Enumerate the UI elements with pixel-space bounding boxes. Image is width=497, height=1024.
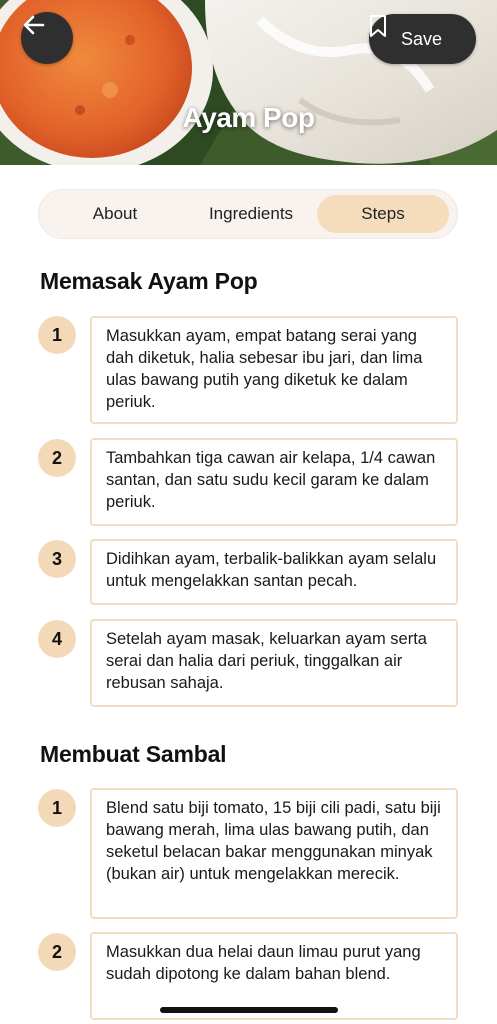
- step-card: Blend satu biji tomato, 15 biji cili padi, satu biji bawang merah, lima ulas bawang putih, dan seketul belacan bakar menggunakan minyak (bukan air) untuk mengelakkan merecik.: [90, 788, 458, 919]
- step-card: Masukkan dua helai daun limau purut yang sudah dipotong ke dalam bahan blend.: [90, 932, 458, 1020]
- tab-ingredients[interactable]: Ingredients: [208, 204, 294, 223]
- step-number: 2: [38, 439, 76, 477]
- tab-bar: [38, 189, 458, 239]
- home-indicator: [160, 1007, 338, 1013]
- section-title-sambal: Membuat Sambal: [40, 741, 227, 767]
- tab-about[interactable]: About: [92, 204, 138, 223]
- step-card: Didihkan ayam, terbalik-balikkan ayam selalu untuk mengelakkan santan pecah.: [90, 539, 458, 605]
- hero-image: [0, 0, 497, 165]
- step-card: Masukkan ayam, empat batang serai yang dah diketuk, halia sebesar ibu jari, dan lima ulas bawang putih yang diketuk ke dalam periuk.: [90, 316, 458, 424]
- step-number: 1: [38, 316, 76, 354]
- section-title-memasak: Memasak Ayam Pop: [40, 268, 258, 294]
- save-button[interactable]: [369, 14, 476, 64]
- step-number: 2: [38, 933, 76, 971]
- step-number: 3: [38, 540, 76, 578]
- step-number: 4: [38, 620, 76, 658]
- page-title: Ayam Pop: [182, 102, 315, 133]
- step-card: Tambahkan tiga cawan air kelapa, 1/4 cawan santan, dan satu sudu kecil garam ke dalam periuk.: [90, 438, 458, 526]
- back-button[interactable]: [21, 12, 73, 64]
- tab-steps[interactable]: Steps: [317, 195, 449, 233]
- arrow-left-icon: [21, 12, 47, 38]
- step-card: Setelah ayam masak, keluarkan ayam serta serai dan halia dari periuk, tinggalkan air rebusan sahaja.: [90, 619, 458, 707]
- save-button-label: Save: [401, 28, 443, 49]
- bookmark-icon: [369, 14, 387, 38]
- step-number: 1: [38, 789, 76, 827]
